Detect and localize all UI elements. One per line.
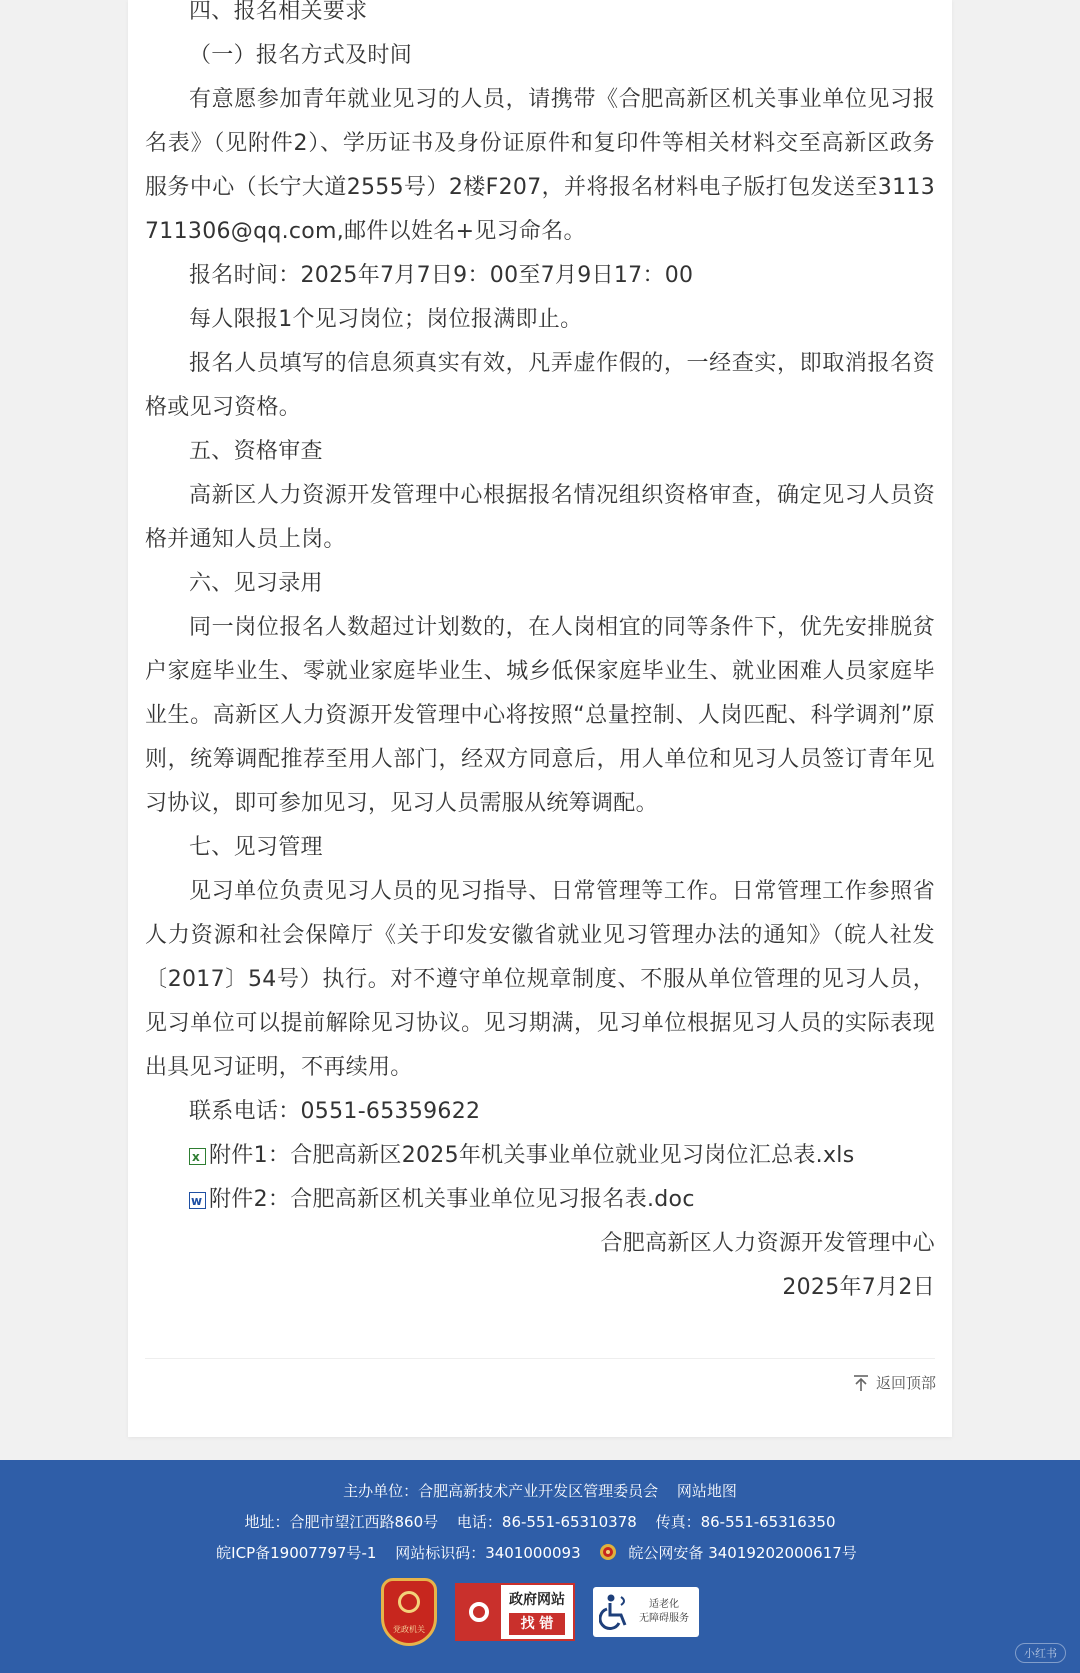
attachment-1-label: 附件1：合肥高新区2025年机关事业单位就业见习岗位汇总表.xls [209, 1143, 855, 1168]
excel-file-icon [189, 1148, 206, 1165]
footer-line-host [0, 1480, 1080, 1501]
contact-phone: 联系电话：0551-65359622 [189, 1099, 481, 1124]
gov-site-error-report-badge[interactable] [455, 1583, 575, 1641]
error-report-line1: 政府网站 [509, 1592, 565, 1608]
error-report-text [501, 1589, 573, 1635]
paragraph-signup-time: 报名时间：2025年7月7日9：00至7月9日17：00 [189, 263, 694, 288]
section-heading-5: 五、资格审查 [189, 439, 323, 464]
police-emblem-icon [599, 1543, 617, 1561]
footer-line-contact [0, 1511, 1080, 1532]
magnifier-icon [469, 1602, 489, 1622]
paragraph-management: 见习单位负责见习人员的见习指导、日常管理等工作。日常管理工作参照省人力资源和社会保障厅《关于印发安徽省就业见习管理办法的通知》（皖人社发〔2017〕54号）执行。对不遵守单位规章制度、不服从单位管理的见习人员，见习单位可以提前解除见习协议。见习期满，见习单位根据见习人员的实际表现出具见习证明，不再续用。 [145, 879, 935, 1080]
section-heading-4: 四、报名相关要求 [189, 0, 368, 24]
magnifier-icon-wrap [457, 1585, 501, 1639]
footer-line-registration [0, 1542, 1080, 1563]
footer-address: 地址：合肥市望江西路860号 [244, 1513, 439, 1531]
paragraph-signup-limit: 每人限报1个见习岗位；岗位报满即止。 [189, 307, 583, 332]
accessibility-service-badge[interactable] [593, 1587, 699, 1637]
attachment-1-link[interactable] [145, 1134, 935, 1178]
footer-fax: 传真：86-551-65316350 [655, 1513, 836, 1531]
footer-tel: 电话：86-551-65310378 [456, 1513, 637, 1531]
article-content [145, 0, 935, 1310]
accessibility-line1: 适老化 [649, 1599, 679, 1610]
attachment-2-label: 附件2：合肥高新区机关事业单位见习报名表.doc [209, 1187, 695, 1212]
signer-org: 合肥高新区人力资源开发管理中心 [600, 1231, 935, 1256]
paragraph-hiring: 同一岗位报名人数超过计划数的，在人岗相宜的同等条件下，优先安排脱贫户家庭毕业生、零就业家庭毕业生、城乡低保家庭毕业生、就业困难人员家庭毕业生。高新区人力资源开发管理中心将按照“总量控制、人岗匹配、科学调剂”原则，统筹调配推荐至用人部门，经双方同意后，用人单位和见习人员签订青年见习协议，即可参加见习，见习人员需服从统筹调配。 [145, 615, 935, 816]
footer-sitemap-link[interactable]: 网站地图 [676, 1482, 737, 1500]
article-card [128, 0, 952, 1437]
party-gov-badge[interactable] [381, 1578, 437, 1646]
subsection-heading-signup: （一）报名方式及时间 [189, 43, 413, 68]
accessibility-text [639, 1598, 689, 1626]
section-heading-7: 七、见习管理 [189, 835, 323, 860]
error-report-line2: 找 错 [509, 1613, 565, 1635]
accessibility-line2: 无障碍服务 [639, 1613, 689, 1624]
party-emblem-icon [398, 1591, 420, 1613]
content-divider [145, 1358, 935, 1359]
back-to-top-button[interactable] [852, 1372, 936, 1393]
paragraph-signup-method: 有意愿参加青年就业见习的人员，请携带《合肥高新区机关事业单位见习报名表》（见附件2）、学历证书及身份证原件和复印件等相关材料交至高新区政务服务中心（长宁大道2555号）2楼F207，并将报名材料电子版打包发送至3113711306@qq.com,邮件以姓名+见习命名。 [145, 87, 935, 244]
paragraph-truthfulness: 报名人员填写的信息须真实有效，凡弄虚作假的，一经查实，即取消报名资格或见习资格。 [145, 351, 935, 420]
section-heading-6: 六、见习录用 [189, 571, 323, 596]
word-file-icon [189, 1192, 206, 1209]
watermark: 小红书 [1015, 1643, 1066, 1663]
footer-police-link[interactable] [599, 1544, 863, 1562]
arrow-up-icon [852, 1374, 870, 1392]
footer-host: 主办单位：合肥高新技术产业开发区管理委员会 [343, 1482, 659, 1500]
attachment-2-link[interactable] [145, 1178, 935, 1222]
footer-police-label: 皖公网安备 34019202000617号 [628, 1544, 857, 1562]
wheelchair-icon [599, 1593, 633, 1631]
publish-date: 2025年7月2日 [782, 1275, 935, 1300]
footer-site-code: 网站标识码：3401000093 [395, 1544, 581, 1562]
party-badge-label: 党政机关 [393, 1625, 425, 1634]
footer-icp-link[interactable]: 皖ICP备19007797号-1 [216, 1544, 377, 1562]
back-to-top-label: 返回顶部 [875, 1374, 936, 1392]
footer-badges [0, 1578, 1080, 1646]
paragraph-review: 高新区人力资源开发管理中心根据报名情况组织资格审查，确定见习人员资格并通知人员上岗。 [145, 483, 935, 552]
site-footer [0, 1460, 1080, 1673]
